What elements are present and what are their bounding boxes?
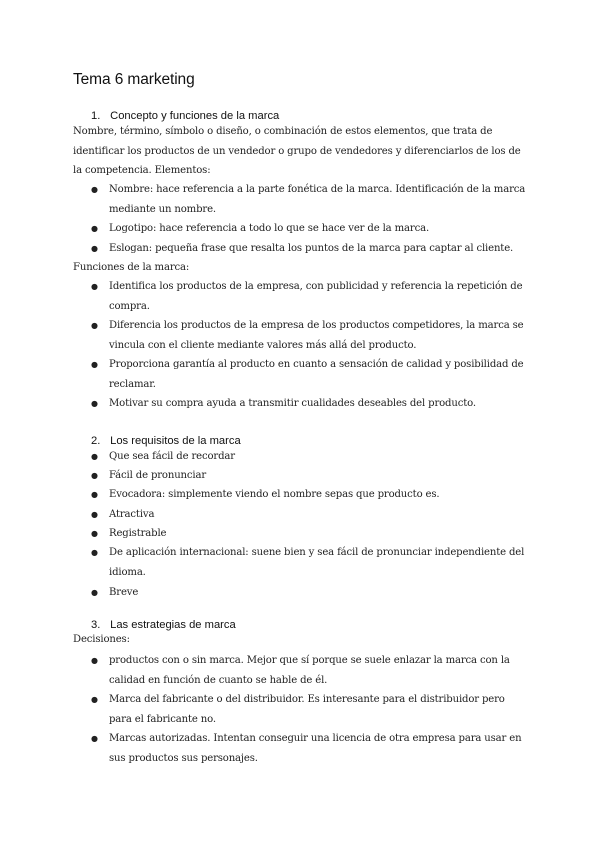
bullet-dot-icon: ● (91, 399, 98, 408)
list-item-text: Registrable (109, 528, 167, 539)
bullet-dot-icon: ● (91, 490, 98, 499)
list-item (91, 543, 528, 582)
list-item-text: Que sea fácil de recordar (109, 451, 235, 462)
list-item (91, 729, 528, 768)
list-item (91, 447, 528, 467)
list-item (91, 277, 528, 316)
bullet-dot-icon: ● (91, 471, 98, 480)
list-item (91, 524, 528, 544)
list-item (91, 219, 528, 239)
list-item (91, 651, 528, 690)
document-title: Tema 6 marketing (73, 71, 195, 88)
section-3-title: Las estrategias de marca (110, 619, 236, 631)
list-item (91, 466, 528, 486)
bullet-dot-icon: ● (91, 588, 98, 597)
list-item (91, 180, 528, 219)
section-2-title: Los requisitos de la marca (110, 435, 241, 447)
list-item-text: Motivar su compra ayuda a transmitir cualidades deseables del producto. (109, 398, 476, 409)
list-item-text: productos con o sin marca. Mejor que sí porque se suele enlazar la marca con la calidad en función de cuanto se hable de él. (109, 655, 510, 686)
bullet-dot-icon: ● (91, 321, 98, 330)
list-item-text: Fácil de pronunciar (109, 470, 207, 481)
section-2-number: 2. (91, 435, 101, 447)
section-3-number: 3. (91, 619, 101, 631)
bullet-dot-icon: ● (91, 734, 98, 743)
list-item-text: Proporciona garantía al producto en cuanto a sensación de calidad y posibilidad de reclamar. (109, 359, 524, 390)
list-item-text: Marcas autorizadas. Intentan conseguir una licencia de otra empresa para usar en sus productos sus personajes. (109, 733, 522, 764)
list-item-text: Logotipo: hace referencia a todo lo que se hace ver de la marca. (109, 223, 429, 234)
bullet-dot-icon: ● (91, 244, 98, 253)
decisions-label: Decisiones: (73, 634, 130, 645)
list-item (91, 355, 528, 394)
list-item (91, 485, 528, 505)
bullet-dot-icon: ● (91, 548, 98, 557)
bullet-dot-icon: ● (91, 360, 98, 369)
list-item-text: Marca del fabricante o del distribuidor. Es interesante para el distribuidor pero para el fabricante no. (109, 694, 505, 725)
section-1-heading (91, 110, 279, 122)
list-item-text: Nombre: hace referencia a la parte fonética de la marca. Identificación de la marca mediante un nombre. (109, 184, 526, 215)
list-item (91, 394, 528, 414)
list-item (91, 316, 528, 355)
list-item-text: De aplicación internacional: suene bien y sea fácil de pronunciar independiente del idioma. (109, 547, 525, 578)
section-1-title: Concepto y funciones de la marca (110, 110, 280, 122)
list-item-text: Eslogan: pequeña frase que resalta los puntos de la marca para captar al cliente. (109, 243, 514, 254)
functions-label: Funciones de la marca: (73, 262, 190, 273)
section-2-heading (91, 435, 241, 447)
bullet-dot-icon: ● (91, 282, 98, 291)
bullet-dot-icon: ● (91, 510, 98, 519)
section-3-heading (91, 619, 236, 631)
list-item-text: Identifica los productos de la empresa, con publicidad y referencia la repetición de compra. (109, 281, 523, 312)
list-item (91, 583, 528, 603)
list-item-text: Atractiva (109, 509, 155, 520)
list-item-text: Diferencia los productos de la empresa de los productos competidores, la marca se vincula con el cliente mediante valores más allá del producto. (109, 320, 524, 351)
bullet-dot-icon: ● (91, 695, 98, 704)
list-item (91, 505, 528, 525)
list-item-text: Breve (109, 587, 139, 598)
section-1-intro: Nombre, término, símbolo o diseño, o combinación de estos elementos, que trata de identificar los productos de un vendedor o grupo de vendedores y diferenciarlos de los de la competencia. Elementos: (73, 126, 521, 176)
bullet-dot-icon: ● (91, 452, 98, 461)
bullet-dot-icon: ● (91, 656, 98, 665)
bullet-dot-icon: ● (91, 224, 98, 233)
bullet-dot-icon: ● (91, 185, 98, 194)
list-item (91, 239, 528, 259)
list-item-text: Evocadora: simplemente viendo el nombre sepas que producto es. (109, 489, 440, 500)
list-item (91, 690, 528, 729)
bullet-dot-icon: ● (91, 529, 98, 538)
section-1-number: 1. (91, 110, 101, 122)
